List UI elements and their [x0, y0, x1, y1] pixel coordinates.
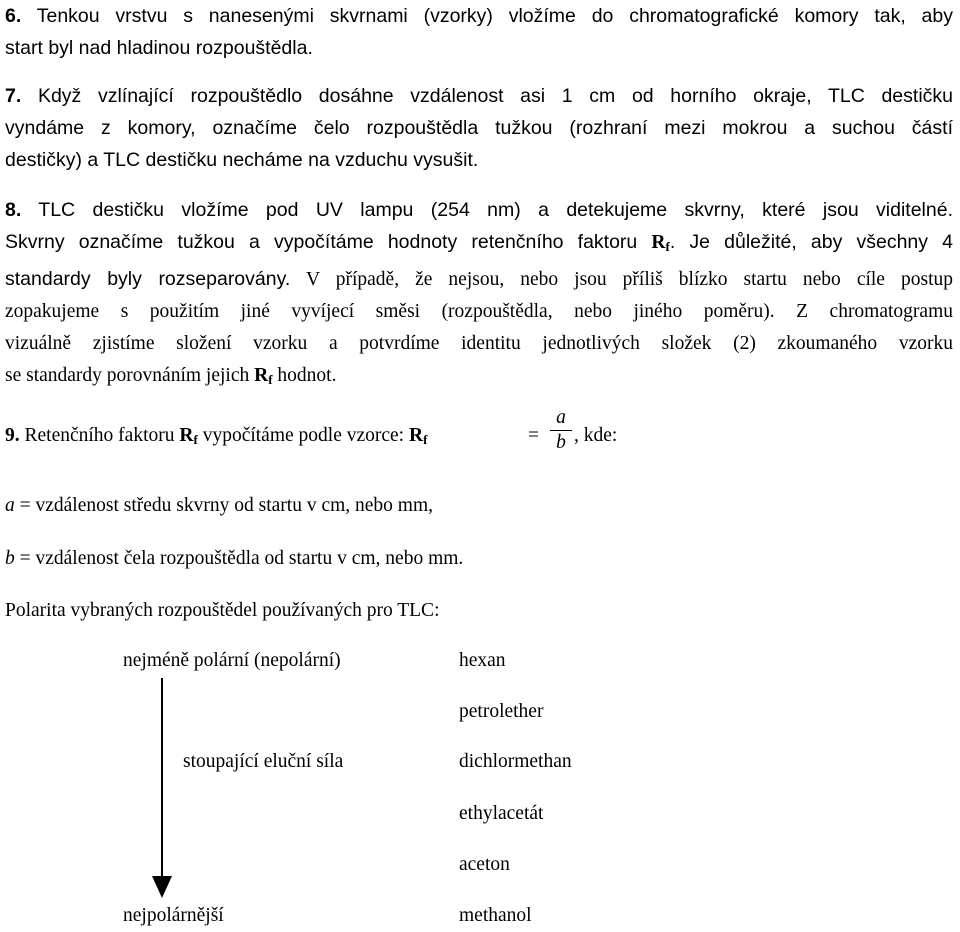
p8-line-2b: . Je důležité, aby všechny 4 [669, 231, 953, 253]
polarity-heading: Polarita vybraných rozpouštědel používaných pro TLC: [5, 600, 440, 621]
solvent-methanol: methanol [459, 905, 532, 926]
solvent-hexan: hexan [459, 650, 506, 671]
item-number-6: 6. [5, 5, 22, 27]
formula-equals: = [528, 425, 539, 446]
p6-line-2: start byl nad hladinou rozpouštědla. [5, 37, 313, 59]
fraction-numerator: a [556, 407, 566, 428]
p8-line-3b: V případě, že nejsou, nebo jsou příliš blízko startu nebo cíle postup [290, 269, 953, 290]
p7-line-2: vyndáme z komory, označíme čelo rozpouštědla tužkou (rozhraní mezi mokrou a suchou částí [5, 117, 953, 139]
p9-text-1: Retenčního faktoru [19, 425, 180, 446]
definition-a-text: = vzdálenost středu skvrny od startu v cm, nebo mm, [14, 495, 434, 516]
p8-line-1: TLC destičku vložíme pod UV lampu (254 nm) a detekujeme skvrny, které jsou viditelné. [38, 199, 953, 221]
definition-b-var: b [5, 548, 15, 569]
item-number-8: 8. [5, 199, 22, 221]
solvent-dichlormethan: dichlormethan [459, 751, 572, 772]
p8-line-2a: Skvrny označíme tužkou a vypočítáme hodnoty retenčního faktoru [5, 231, 652, 253]
fraction-denominator: b [556, 432, 566, 453]
rising-strength-label: stoupající eluční síla [183, 751, 344, 772]
solvent-aceton: aceton [459, 854, 510, 875]
rf-symbol-4: $R_f$ [408, 425, 428, 447]
rf-symbol-2: $R_f$ [254, 365, 273, 387]
item-number-9: 9. [5, 425, 20, 446]
p8-line-6b: hodnot. [272, 365, 337, 386]
p8-line-5: vizuálně zjistíme složení vzorku a potvrdíme identitu jednotlivých složek (2) zkoumaného vzorku [5, 333, 953, 354]
rf-symbol-3: $R_f$ [179, 425, 198, 447]
item-number-7: 7. [5, 85, 22, 107]
p8-line-4: zopakujeme s použitím jiné vyvíjecí směsi (rozpouštědla, nebo jiného poměru). Z chromatogramu [5, 301, 953, 322]
p8-line-3a: standardy byly rozseparovány. [5, 268, 291, 290]
p9-text-2: vypočítáme podle vzorce: [197, 425, 409, 446]
definition-a-var: a [5, 495, 15, 516]
p6-line-1: Tenkou vrstvu s nanesenými skvrnami (vzorky) vložíme do chromatografické komory tak, aby [36, 5, 953, 27]
definition-b-text: = vzdálenost čela rozpouštědla od startu v cm, nebo mm. [14, 548, 464, 569]
p9-text-3: , kde: [574, 425, 618, 446]
p7-line-3: destičky) a TLC destičku necháme na vzduchu vysušit. [5, 149, 479, 171]
least-polar-label: nejméně polární (nepolární) [123, 650, 341, 671]
solvent-ethylacetat: ethylacetát [459, 803, 544, 824]
p8-line-6a: se standardy porovnáním jejich [5, 365, 255, 386]
p7-line-1: Když vzlínající rozpouštědlo dosáhne vzdálenost asi 1 cm od horního okraje, TLC destičku [37, 85, 953, 107]
most-polar-label: nejpolárnější [123, 905, 224, 926]
solvent-petrolether: petrolether [459, 701, 544, 722]
rf-symbol: $R_f$ [651, 232, 670, 254]
